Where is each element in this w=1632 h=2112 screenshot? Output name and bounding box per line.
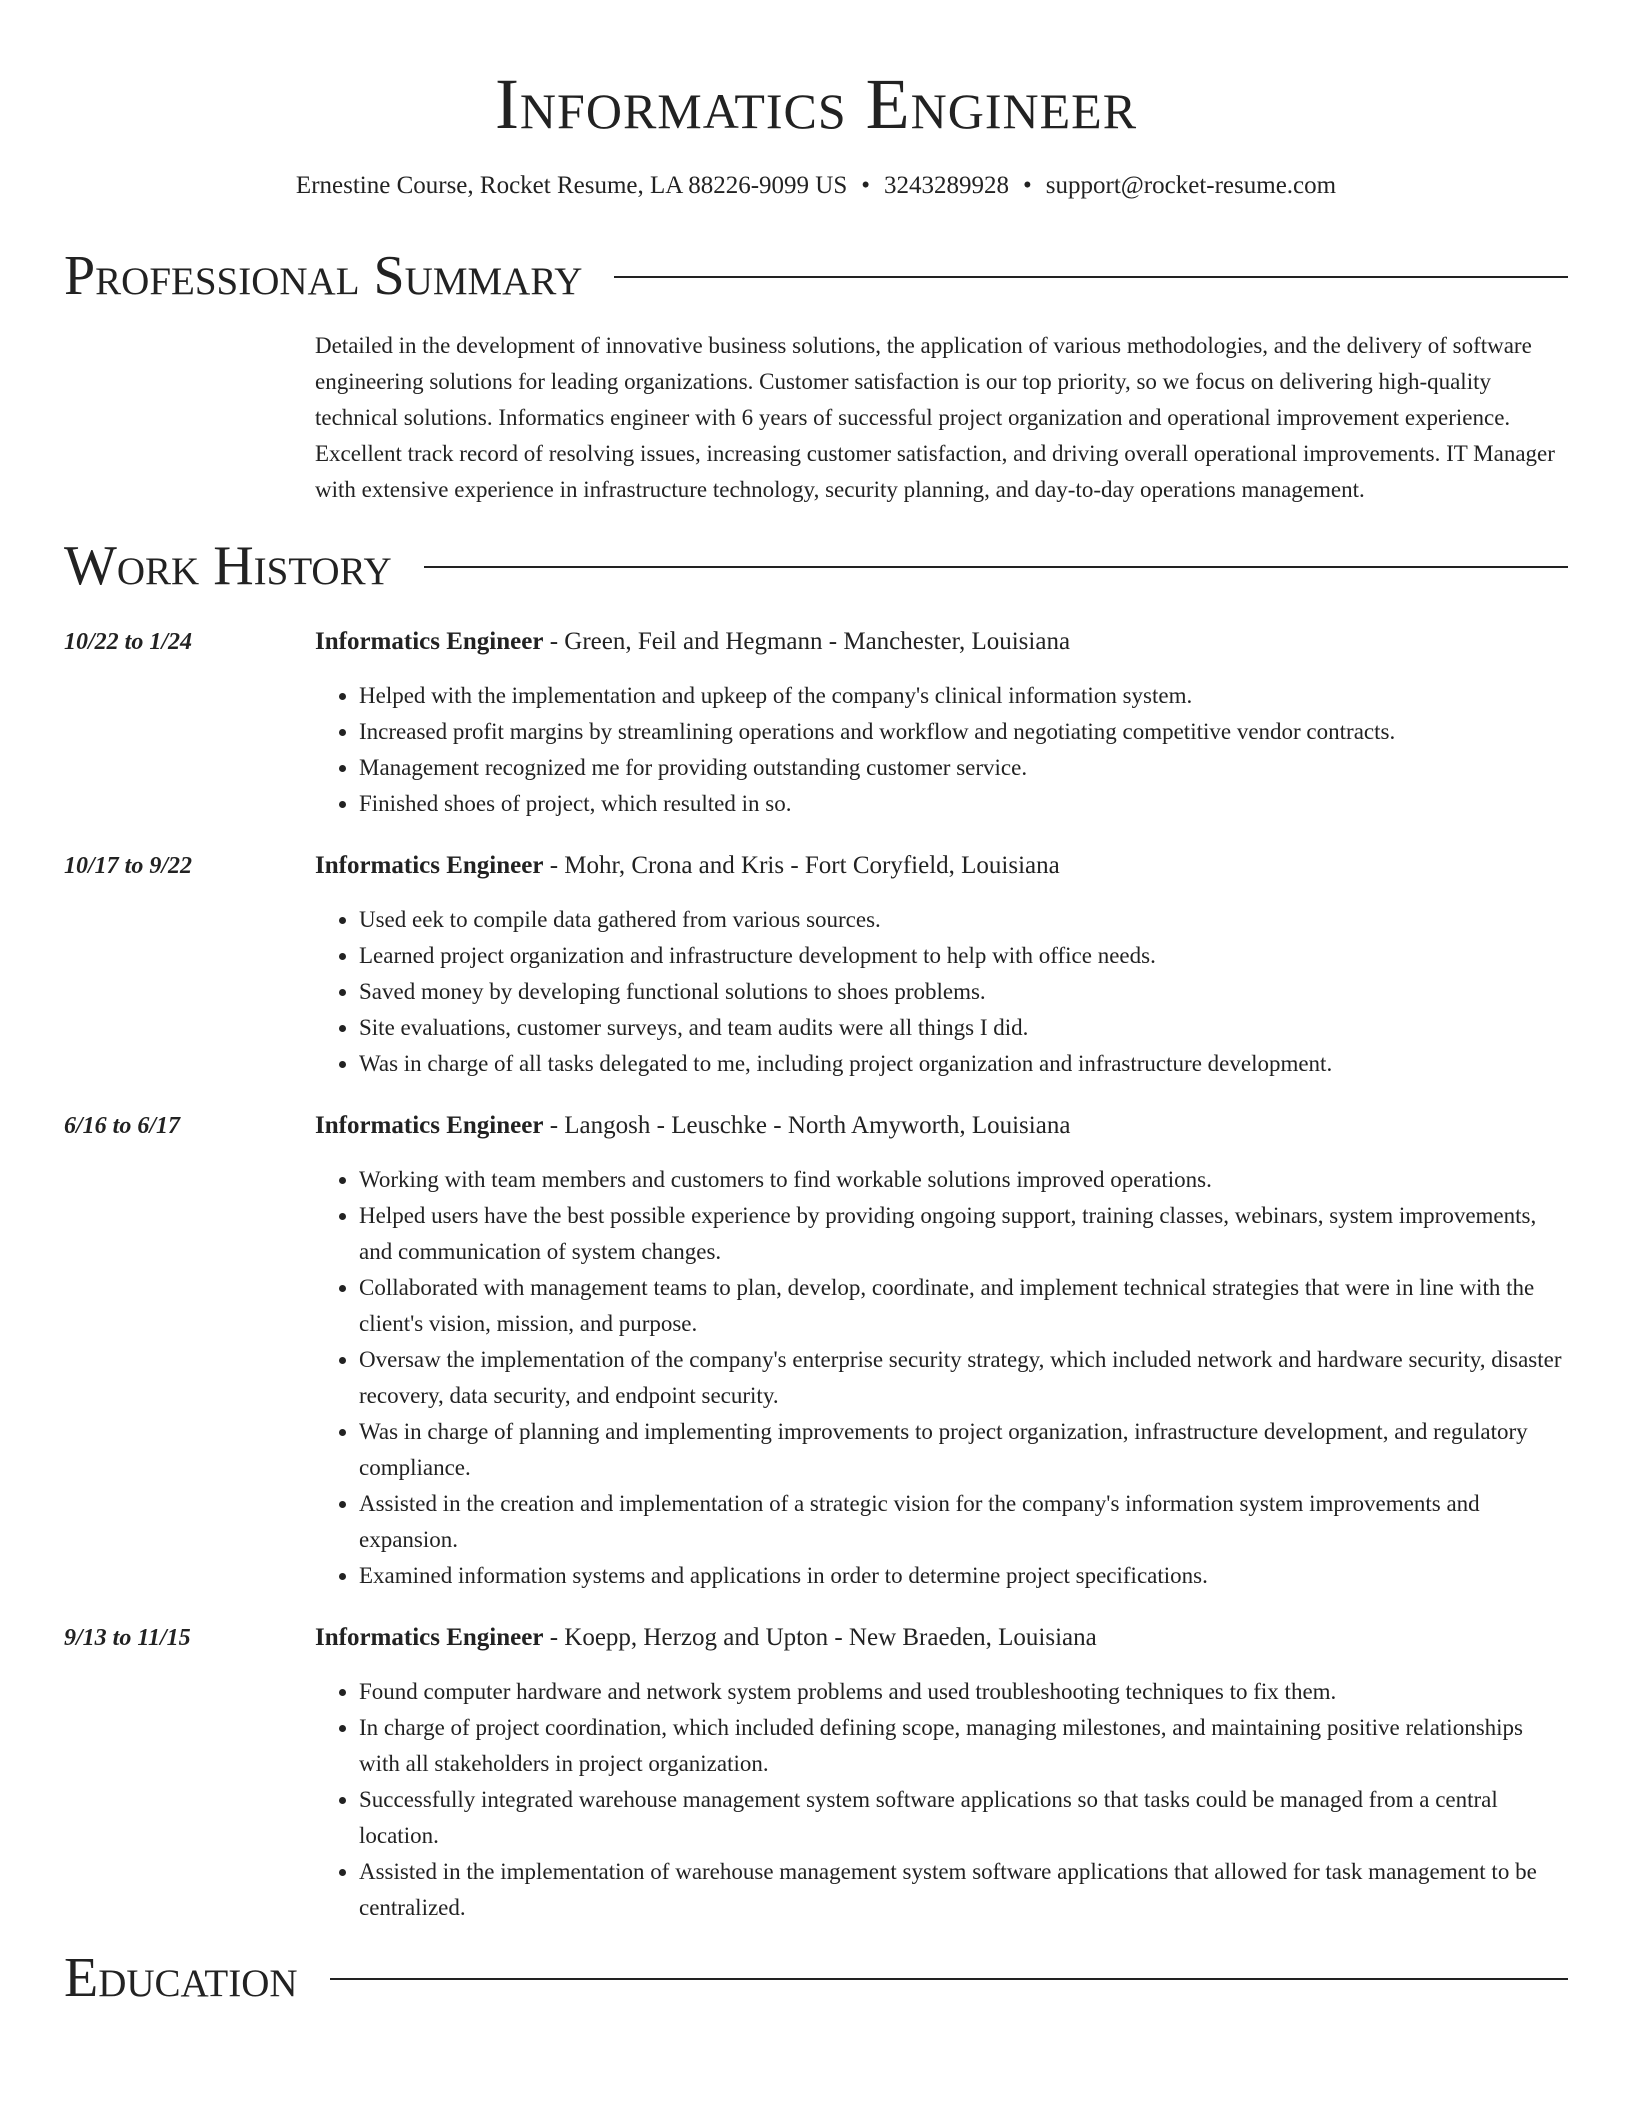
job-bullet: • Was in charge of planning and implementing improvements to project organization, infrastructure development, and regulatory compliance. xyxy=(359,1414,1568,1486)
section-header xyxy=(64,246,1568,306)
job-bullet: • Oversaw the implementation of the company's enterprise security strategy, which included network and hardware security, disaster recovery, data security, and endpoint security. xyxy=(359,1342,1568,1414)
section-divider xyxy=(424,566,1568,568)
job-list xyxy=(64,626,1568,1926)
job-bullet: • Used eek to compile data gathered from various sources. xyxy=(359,902,1568,938)
job-bullet: • Examined information systems and applications in order to determine project specifications. xyxy=(359,1558,1568,1594)
job-body xyxy=(315,1622,1568,1926)
job-heading xyxy=(315,626,1568,658)
job-entry xyxy=(64,1110,1568,1594)
job-bullet: • Site evaluations, customer surveys, and team audits were all things I did. xyxy=(359,1010,1568,1046)
section-header xyxy=(64,1948,1568,2008)
job-title: Informatics Engineer xyxy=(315,1112,544,1139)
job-bullet: • Assisted in the implementation of warehouse management system software applications that allowed for task management to be centralized. xyxy=(359,1854,1568,1926)
section-title: Work History xyxy=(64,535,392,597)
job-bullet: • Working with team members and customers to find workable solutions improved operations. xyxy=(359,1162,1568,1198)
summary-text: Detailed in the development of innovative business solutions, the application of various methodologies, and the delivery of software engineering solutions for leading organizations. Customer satisfaction is our top priority, so we focus on delivering high-quality technical solutions. Informatics engineer with 6 years of successful project organization and operational improvement experience. Excellent track record of resolving issues, increasing customer satisfaction, and driving overall operational improvements. IT Manager with extensive experience in infrastructure technology, security planning, and day-to-day operations management. xyxy=(315,333,1555,502)
job-body xyxy=(315,626,1568,822)
work-history-section xyxy=(64,536,1568,1926)
section-header xyxy=(64,536,1568,596)
job-heading xyxy=(315,1622,1568,1654)
job-dates: 6/16 to 6/17 xyxy=(64,1113,181,1139)
contact-line xyxy=(64,170,1568,202)
contact-phone: 3243289928 xyxy=(884,172,1010,199)
job-entry xyxy=(64,1622,1568,1926)
job-bullet: • Finished shoes of project, which resulted in so. xyxy=(359,786,1568,822)
section-title: Professional Summary xyxy=(64,245,583,307)
job-bullets xyxy=(315,1674,1568,1926)
job-bullet: • Assisted in the creation and implementation of a strategic vision for the company's information system improvements and expansion. xyxy=(359,1486,1568,1558)
professional-summary-section xyxy=(64,246,1568,508)
job-dates: 9/13 to 11/15 xyxy=(64,1625,191,1651)
job-entry xyxy=(64,850,1568,1082)
job-bullet: • Helped with the implementation and upkeep of the company's clinical information system. xyxy=(359,678,1568,714)
job-bullet: • Collaborated with management teams to plan, develop, coordinate, and implement technical strategies that were in line with the client's vision, mission, and purpose. xyxy=(359,1270,1568,1342)
job-dates: 10/17 to 9/22 xyxy=(64,853,193,879)
contact-address: Ernestine Course, Rocket Resume, LA 88226-9099 US xyxy=(295,172,848,199)
job-heading xyxy=(315,850,1568,882)
job-title: Informatics Engineer xyxy=(315,852,544,879)
job-body xyxy=(315,850,1568,1082)
job-entry xyxy=(64,626,1568,822)
section-divider xyxy=(330,1978,1568,1980)
job-title: Informatics Engineer xyxy=(315,1624,544,1651)
resume-name: Informatics Engineer xyxy=(494,64,1138,144)
job-details: - Green, Feil and Hegmann - Manchester, Louisiana xyxy=(543,628,1071,655)
job-bullet: • Helped users have the best possible experience by providing ongoing support, training classes, webinars, system improvements, and communication of system changes. xyxy=(359,1198,1568,1270)
section-title: Education xyxy=(64,1947,298,2009)
job-bullets xyxy=(315,1162,1568,1594)
job-heading xyxy=(315,1110,1568,1142)
job-bullet: • Increased profit margins by streamlining operations and workflow and negotiating competitive vendor contracts. xyxy=(359,714,1568,750)
job-bullet: • In charge of project coordination, which included defining scope, managing milestones, and maintaining positive relationships with all stakeholders in project organization. xyxy=(359,1710,1568,1782)
job-bullet: • Found computer hardware and network system problems and used troubleshooting techniques to fix them. xyxy=(359,1674,1568,1710)
job-bullet: • Learned project organization and infrastructure development to help with office needs. xyxy=(359,938,1568,974)
job-body xyxy=(315,1110,1568,1594)
job-bullet: • Was in charge of all tasks delegated to me, including project organization and infrastructure development. xyxy=(359,1046,1568,1082)
job-bullet: • Management recognized me for providing outstanding customer service. xyxy=(359,750,1568,786)
contact-separator: • xyxy=(861,172,871,199)
job-bullets xyxy=(315,902,1568,1082)
contact-separator: • xyxy=(1023,172,1032,199)
job-details: - Mohr, Crona and Kris - Fort Coryfield, Louisiana xyxy=(543,852,1060,879)
job-dates: 10/22 to 1/24 xyxy=(64,629,193,655)
job-bullet: • Successfully integrated warehouse management system software applications so that tasks could be managed from a central location. xyxy=(359,1782,1568,1854)
job-details: - Langosh - Leuschke - North Amyworth, Louisiana xyxy=(543,1112,1071,1139)
job-bullet: • Saved money by developing functional solutions to shoes problems. xyxy=(359,974,1568,1010)
section-divider xyxy=(614,276,1568,278)
job-title: Informatics Engineer xyxy=(315,628,544,655)
job-details: - Koepp, Herzog and Upton - New Braeden, Louisiana xyxy=(543,1624,1097,1651)
job-bullets xyxy=(315,678,1568,822)
education-section xyxy=(64,1948,1568,2008)
contact-email: support@rocket-resume.com xyxy=(1045,172,1337,199)
